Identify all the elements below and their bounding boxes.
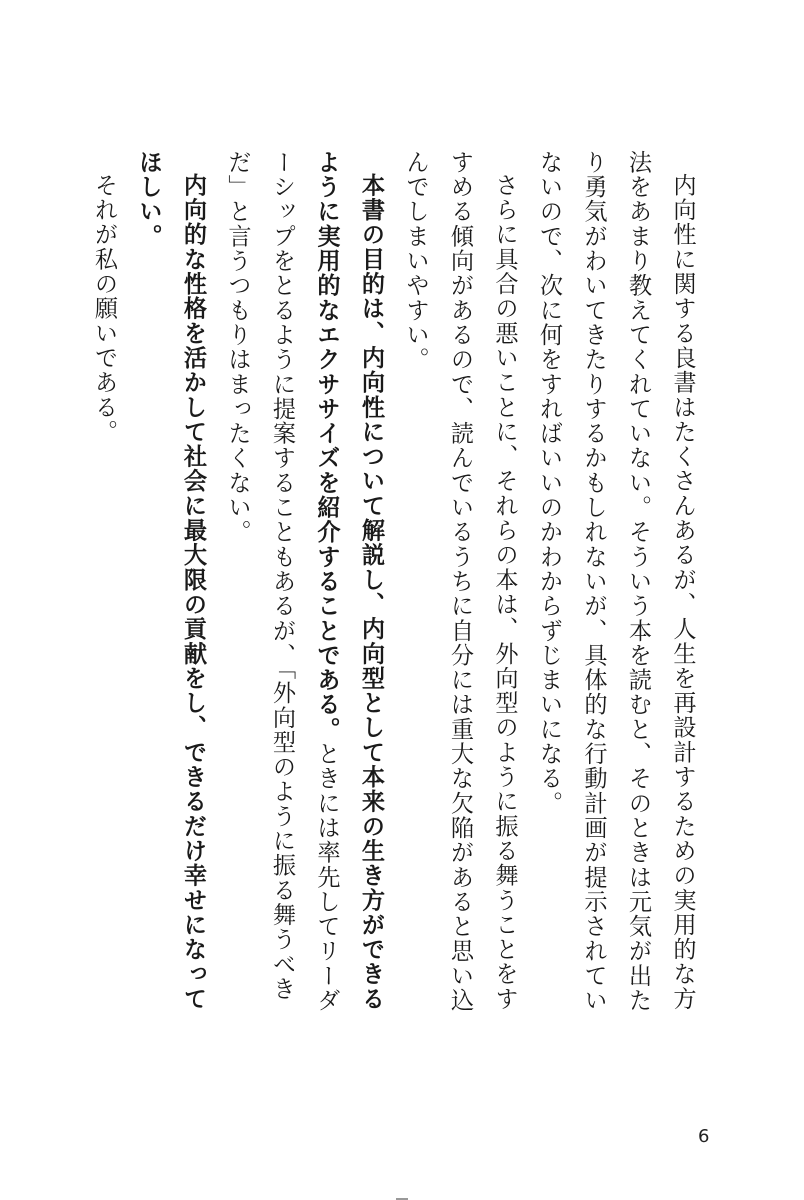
paragraph-1 — [526, 150, 704, 1030]
paragraph-4 — [81, 150, 215, 1030]
paragraph-1-text: 内向性に関する良書はたくさんあるが、人生を再設計するための実用的な方法をあまり教えてくれていない。そういう本を読むと、そのときは元気が出たり勇気がわいてきたりするかもしれないが、具体的な行動計画が提示されていないので、次に何をすればいいのかわからずじまいになる。 — [535, 150, 696, 1013]
paragraph-4-bold-text: 内向的な性格を活かして社会に最大限の貢献をし、できるだけ幸せになってほしい。 — [135, 150, 207, 1012]
paragraph-3-text: ときには率先してリーダーシップをとるように提案することもあるが、「外向型のように振る舞うべきだ」と言うつもりはまったくない。 — [224, 150, 340, 1013]
vertical-text-body — [90, 150, 704, 1030]
page-number: 6 — [698, 1126, 710, 1147]
paragraph-3-bold-text: 本書の目的は、内向性について解説し、内向型として本来の生き方ができるように実用的なエクササイズを紹介することである。 — [313, 150, 385, 1012]
paragraph-2-text: さらに具合の悪いことに、それらの本は、外向型のように振る舞うことをすすめる傾向があるので、読んでいるうちに自分には重大な欠陥があると思い込んでしまいやすい。 — [402, 150, 518, 1013]
paragraph-2 — [393, 150, 527, 1030]
paragraph-4-text: それが私の願いである。 — [90, 173, 118, 445]
paragraph-3 — [215, 150, 393, 1030]
